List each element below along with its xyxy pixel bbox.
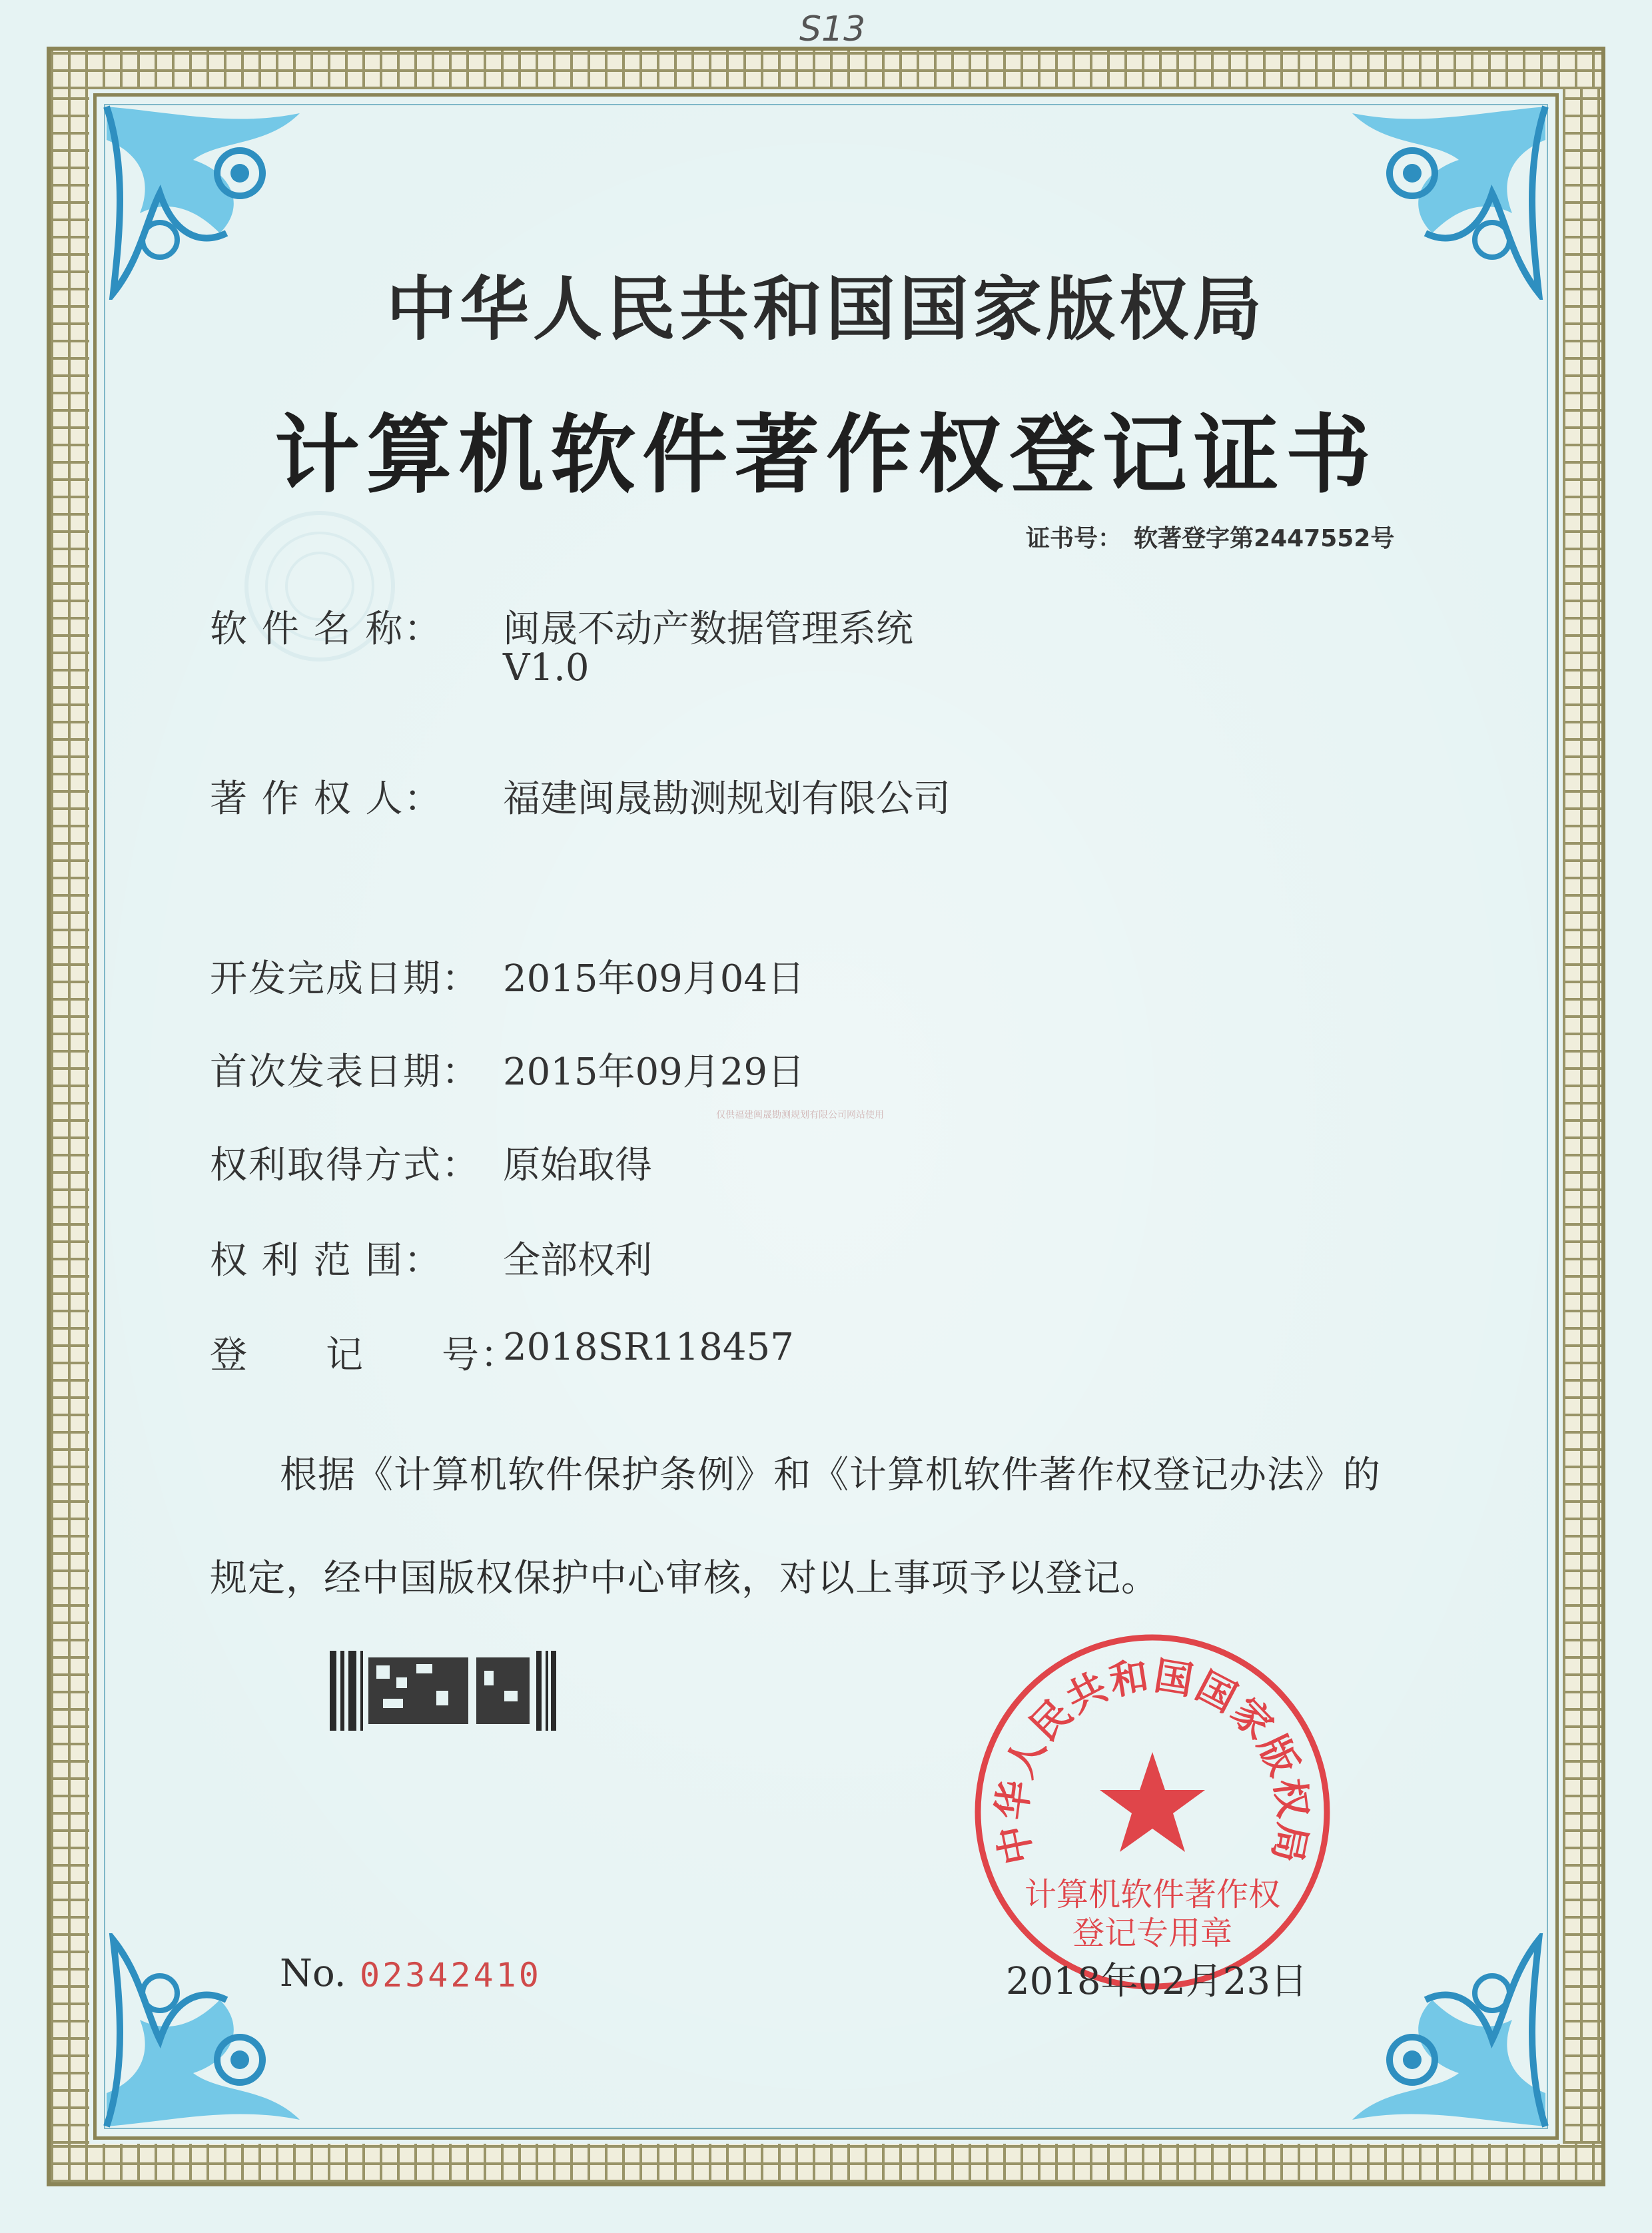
svg-text:中华人民共和国国家版权局: 中华人民共和国国家版权局 — [989, 1652, 1316, 1869]
field-registration-number — [210, 1326, 794, 1379]
serial-number: 02342410 — [360, 1956, 542, 1995]
field-value: 2015年09月04日 — [503, 957, 805, 1001]
software-version: V1.0 — [503, 646, 590, 689]
issuing-agency: 中华人民共和国国家版权局 — [386, 268, 1266, 350]
field-value: 原始取得 — [503, 1144, 652, 1187]
field-first-publish-date — [210, 1043, 805, 1096]
serial-label: No. — [280, 1952, 346, 1995]
field-label: 首次发表日期： — [210, 1051, 480, 1094]
field-label: 开发完成日期： — [210, 957, 480, 1001]
meander-bottom — [51, 2144, 1601, 2182]
barcode-icon — [330, 1651, 556, 1731]
certificate-title: 计算机软件著作权登记证书 — [274, 405, 1378, 505]
meander-top — [51, 51, 1601, 89]
official-seal — [966, 1625, 1339, 1999]
statement-line-2: 规定，经中国版权保护中心审核，对以上事项予以登记。 — [210, 1557, 1159, 1600]
certificate-number-label: 证书号： — [1026, 525, 1122, 552]
emblem-watermark-icon — [233, 486, 406, 686]
certificate-number — [1026, 520, 1406, 554]
field-label: 权 利 范 围： — [210, 1239, 443, 1282]
corner-ornament-bottom-right — [1339, 1933, 1552, 2133]
svg-text:计算机软件著作权: 计算机软件著作权 — [1024, 1876, 1281, 1913]
micro-print-text: 仅供福建闽晟勘测规划有限公司网站使用 — [716, 1110, 884, 1120]
field-value: 闽晟不动产数据管理系统 — [503, 608, 913, 651]
field-completion-date — [210, 949, 805, 1003]
field-copyright-owner — [210, 769, 951, 823]
field-software-name — [210, 600, 913, 653]
field-label: 软 件 名 称： — [210, 608, 443, 651]
field-value: 福建闽晟勘测规划有限公司 — [503, 777, 951, 821]
field-label: 登 记 号： — [210, 1334, 519, 1377]
field-value: 全部权利 — [503, 1239, 652, 1282]
issue-date: 2018年02月23日 — [1006, 1960, 1308, 2003]
field-acquisition-method — [210, 1136, 652, 1189]
field-value: 2018SR118457 — [503, 1326, 794, 1369]
field-label: 著 作 权 人： — [210, 777, 443, 821]
field-value: 2015年09月29日 — [503, 1051, 805, 1094]
svg-text:S13: S13 — [799, 9, 866, 49]
certificate-number-value: 软著登字第2447552号 — [1134, 525, 1395, 552]
handwritten-note — [793, 4, 886, 51]
statement-line-1: 根据《计算机软件保护条例》和《计算机软件著作权登记办法》的 — [280, 1454, 1381, 1497]
svg-text:登记专用章: 登记专用章 — [1072, 1915, 1233, 1952]
field-rights-scope — [210, 1231, 652, 1284]
field-label: 权利取得方式： — [210, 1144, 480, 1187]
